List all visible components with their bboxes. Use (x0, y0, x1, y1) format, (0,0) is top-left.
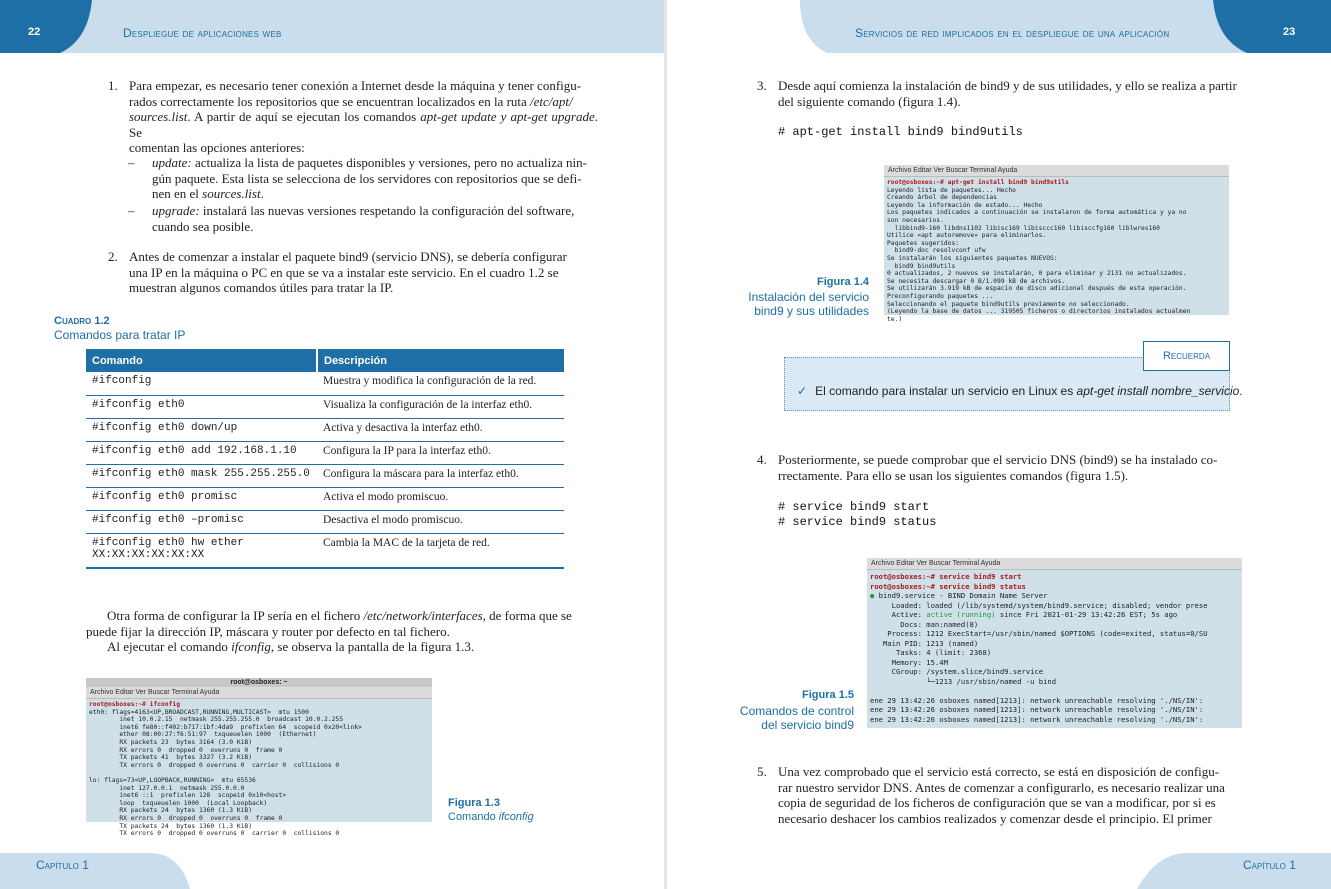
left-footer-band (0, 848, 664, 889)
recuerda-text: ✓ El comando para instalar un servicio en Linux es apt-get install nombre_servicio. (797, 384, 1243, 398)
text-line: Para empezar, es necesario tener conexión a Internet desde la máquina y tener configu- (129, 78, 582, 93)
terminal-menubar: Archivo Editar Ver Buscar Terminal Ayuda (867, 558, 1242, 570)
header-title: Despliegue de aplicaciones web (123, 26, 282, 40)
text-line: comentan las opciones anteriores: (129, 140, 305, 155)
command-cell: #ifconfig eth0 (86, 395, 317, 418)
table-row (86, 464, 564, 487)
command-cell: #ifconfig eth0 add 192.168.1.10 (86, 441, 317, 464)
list-item-5: 5. Una vez comprobado que el servicio está correcto, se está en disposición de configu- rar nuestro servidor DNS. Antes de comenzar a configurarlo, es necesario realizar una copia de seguridad de los ficheros de configuración que se van a modificar, por si es necesario deshacer los cambios realizados y comenzar desde el principio. El primer (757, 764, 1225, 826)
terminal-menubar: Archivo Editar Ver Buscar Terminal Ayuda (884, 165, 1229, 177)
terminal-output: root@osboxes:~# apt-get install bind9 bind9utils Leyendo lista de paquetes... Hecho Creando árbol de dependencias Leyendo la información de estado... Hecho Los paquetes indicados a continuación se instalaron de forma automática y ya no son necesarios. libbind9-160 libdns1102 libisc169 libisccc160 libisccfg160 liblwres160 Utilice «apt autoremove» para eliminarlos. Paquetes sugeridos: bind9-doc resolvconf ufw Se instalarán los siguientes paquetes NUEVOS: bind9 bind9utils 0 actualizados, 2 nuevos se instalarán, 0 para eliminar y 2131 no actualizados. Se necesita descargar 0 B/1.099 kB de archivos. Se utilizarán 3.919 kB de espacio de disco adicional después de esta operación. Preconfigurando paquetes ... Seleccionando el paquete bind9utils previamente no seleccionado. (Leyendo la base de datos ... 319505 ficheros o directorios instalados actualmen te.) (887, 179, 1191, 323)
description-cell: Cambia la MAC de la tarjeta de red. (317, 533, 564, 568)
command-cell: #ifconfig (86, 372, 317, 395)
description-cell: Configura la IP para la interfaz eth0. (317, 441, 564, 464)
command-cell: #ifconfig eth0 down/up (86, 418, 317, 441)
left-page (0, 0, 664, 889)
cuadro-title: Comandos para tratar IP (54, 328, 186, 342)
table-row (86, 395, 564, 418)
column-header-description: Descripción (317, 349, 564, 372)
figure-1-3-label: Figura 1.3 (448, 797, 500, 809)
table-row (86, 418, 564, 441)
item-number: 4. (757, 452, 767, 467)
terminal-output: root@osboxes:~# service bind9 start root@osboxes:~# service bind9 status ● bind9.service - BIND Domain Name Server Loaded: loaded (/lib/systemd/system/bind9.service; disabled; vendor prese Active: active (running) since Fri 2021-01-29 13:42:26 EST; 5s ago Docs: man:named(8) Process: 1212 ExecStart=/usr/sbin/named $OPTIONS (code=exited, status=0/SU Main PID: 1213 (named) Tasks: 4 (limit: 2368) Memory: 15.4M CGroup: /system.slice/bind9.service └─1213 /usr/sbin/named -u bind ene 29 13:42:26 osboxes named[1213]: network unreachable resolving './NS/IN': ene 29 13:42:26 osboxes named[1213]: network unreachable resolving './NS/IN': ene 29 13:42:26 osboxes named[1213]: network unreachable resolving './NS/IN': (870, 572, 1208, 724)
right-footer-band (667, 848, 1331, 889)
left-header-band (0, 0, 664, 53)
terminal-titlebar: root@osboxes: ~ (86, 678, 432, 687)
page-number: 23 (1283, 26, 1296, 38)
command-cell: #ifconfig eth0 –promisc (86, 510, 317, 533)
cuadro-label: Cuadro 1.2 (54, 315, 110, 327)
figure-1-3-terminal (86, 678, 432, 838)
table-row (86, 372, 564, 395)
item-number: 1. (108, 78, 118, 93)
table-row (86, 487, 564, 510)
dash: – (128, 203, 135, 218)
description-cell: Desactiva el modo promiscuo. (317, 510, 564, 533)
footer-chapter: Capítulo 1 (1243, 858, 1296, 872)
figure-1-4-caption: Instalación del servicio bind9 y sus utilidades (748, 290, 869, 318)
bullet-upgrade: – upgrade: instalará las nuevas versiones respetando la configuración del software, cuando sea posible. (128, 203, 575, 234)
footer-chapter: Capítulo 1 (36, 858, 89, 872)
table-row (86, 533, 564, 568)
figure-1-4-label: Figura 1.4 (817, 276, 869, 288)
column-header-command: Comando (86, 349, 317, 372)
recuerda-tag: Recuerda (1143, 341, 1230, 371)
item-number: 5. (757, 764, 767, 779)
table-row (86, 510, 564, 533)
header-title: Servicios de red implicados en el despliegue de una aplicación (855, 26, 1170, 40)
description-cell: Visualiza la configuración de la interfaz eth0. (317, 395, 564, 418)
description-cell: Activa y desactiva la interfaz eth0. (317, 418, 564, 441)
terminal-menubar: Archivo Editar Ver Buscar Terminal Ayuda (86, 687, 432, 699)
page-number: 22 (28, 26, 41, 38)
list-item-3: 3. Desde aquí comienza la instalación de bind9 y de sus utilidades, y ello se realiza a partir del siguiente comando (figura 1.4). (757, 78, 1237, 109)
list-item-2: 2. Antes de comenzar a instalar el paquete bind9 (servicio DNS), se debería configurar una IP en la máquina o PC en que se va a instalar este servicio. En el cuadro 1.2 se muestran algunos comandos útiles para tratar la IP. (108, 249, 567, 295)
command-cell: #ifconfig eth0 promisc (86, 487, 317, 510)
text-line: rados correctamente los repositorios que se encuentran localizados en la ruta /etc/apt/ (129, 93, 573, 109)
right-page (667, 0, 1331, 889)
command-cell: #ifconfig eth0 mask 255.255.255.0 (86, 464, 317, 487)
item-number: 3. (757, 78, 767, 93)
table-header-row (86, 349, 564, 372)
figure-1-3-caption: Comando ifconfig (448, 811, 534, 823)
command-status: # service bind9 status (778, 515, 937, 529)
description-cell: Muestra y modifica la configuración de la red. (317, 372, 564, 395)
figure-1-5-caption: Comandos de control del servicio bind9 (739, 704, 854, 732)
command-start: # service bind9 start (778, 500, 930, 514)
command-install: # apt-get install bind9 bind9utils (778, 125, 1023, 139)
item-number: 2. (108, 249, 118, 264)
description-cell: Configura la máscara para la interfaz eth0. (317, 464, 564, 487)
table-row (86, 441, 564, 464)
terminal-output: root@osboxes:~# ifconfig eth0: flags=4163<UP,BROADCAST,RUNNING,MULTICAST> mtu 1500 inet 10.0.2.15 netmask 255.255.255.0 broadcast 10.0.2.255 inet6 fe80::f402:b717:1bf:4da9 prefixlen 64 scopeid 0x20<link> ether 08:00:27:f6:51:97 txqueuelen 1000 (Ethernet) RX packets 23 bytes 3164 (3.0 KiB) RX errors 0 dropped 0 overruns 0 frame 0 TX packets 41 bytes 3327 (3.2 KiB) TX errors 0 dropped 0 overruns 0 carrier 0 collisions 0 lo: flags=73<UP,LOOPBACK,RUNNING> mtu 65536 inet 127.0.0.1 netmask 255.0.0.0 inet6 ::1 prefixlen 128 scopeid 0x10<host> loop txqueuelen 1000 (Local Loopback) RX packets 24 bytes 1360 (1.3 KiB) RX errors 0 dropped 0 overruns 0 frame 0 TX packets 24 bytes 1360 (1.3 KiB) TX errors 0 dropped 0 overruns 0 carrier 0 collisions 0 (89, 701, 362, 838)
paragraph-ifconfig: Otra forma de configurar la IP sería en el fichero /etc/network/interfaces, de forma que se puede fijar la dirección IP, máscara y router por defecto en tal fichero. Al ejecutar el comando ifconfig, se observa la pantalla de la figura 1.3. (86, 608, 572, 654)
list-item-4: 4. Posteriormente, se puede comprobar que el servicio DNS (bind9) se ha instalado co- rrectamente. Para ello se usan los siguientes comandos (figura 1.5). (757, 452, 1218, 483)
figure-1-5-terminal (867, 558, 1242, 728)
command-cell: #ifconfig eth0 hw ether XX:XX:XX:XX:XX:XX (86, 533, 317, 568)
description-cell: Activa el modo promiscuo. (317, 487, 564, 510)
figure-1-4-terminal (884, 165, 1229, 323)
bullet-update: – update: actualiza la lista de paquetes disponibles y versiones, pero no actualiza nin- gún paquete. Esta lista se selecciona de los servidores con repositorios que se defi- nen en el sources.list. (128, 155, 587, 201)
commands-table (86, 349, 564, 569)
dash: – (128, 155, 135, 170)
figure-1-5-label: Figura 1.5 (802, 689, 854, 701)
list-item-1 (108, 78, 598, 156)
check-icon: ✓ (797, 384, 808, 398)
text-line: sources.list. A partir de aquí se ejecutan los comandos apt-get update y apt-get upgrade. Se (129, 109, 598, 140)
